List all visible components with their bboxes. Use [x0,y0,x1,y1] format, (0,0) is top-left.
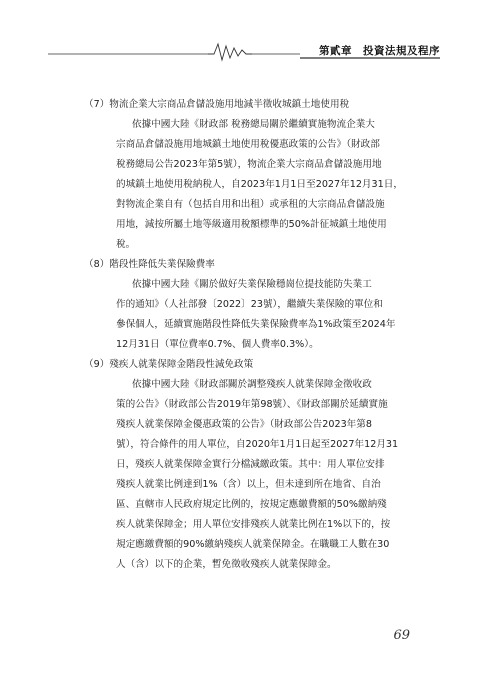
paragraph-line: 日，殘疾人就業保障金實行分檔減繳政策。其中：用人單位安排 [116,459,385,470]
chapter-header [48,40,440,62]
paragraph-line: 依據中國大陸《財政部 稅務總局關於繼續實施物流企業大 [132,119,375,130]
paragraph-line: 依據中國大陸《關於做好失業保險穩崗位提技能防失業工 [132,279,372,290]
document-body [84,95,434,575]
paragraph-line: 依據中國大陸《財政部關於調整殘疾人就業保障金徵收政 [132,379,372,390]
section-paragraph [116,375,434,575]
section-heading: （8）階段性降低失業保險費率 [84,259,215,270]
section-paragraph [116,275,434,355]
page-number: 69 [393,628,410,643]
paragraph-line: 號），符合條件的用人單位，自2020年1月1日起至2027年12月31 [116,439,399,450]
paragraph-line: 殘疾人就業比例達到1%（含）以上，但未達到所在地省、自治 [116,479,381,490]
paragraph-line: 用地，減按所屬土地等級適用稅額標準的50%計征城鎮土地使用 [116,219,387,230]
paragraph-line: 的城鎮土地使用稅納稅人，自2023年1月1日至2027年12月31日， [116,179,403,190]
paragraph-line: 12月31日（單位費率0.7%、個人費率0.3%）。 [116,339,319,350]
chapter-title: 第貳章 投資法規及程序 [319,45,440,57]
paragraph-line: 稅。 [116,239,136,250]
paragraph-line: 規定應繳費額的90%繳納殘疾人就業保障金。在職職工人數在30 [116,539,390,550]
paragraph-line: 人（含）以下的企業，暫免徵收殘疾人就業保障金。 [116,559,337,570]
paragraph-line: 區、直轄市人民政府規定比例的，按規定應繳費額的50%繳納殘 [116,499,387,510]
section-heading: （9）殘疾人就業保障金階段性減免政策 [84,359,254,370]
paragraph-line: 疾人就業保障金；用人單位安排殘疾人就業比例在1%以下的，按 [116,519,391,530]
paragraph-line: 殘疾人就業保障金優惠政策的公告》（財政部公告2023年第8 [116,419,372,430]
section-heading: （7）物流企業大宗商品倉儲設施用地減半徵收城鎮土地使用稅 [84,99,350,110]
section-8 [84,255,434,355]
paragraph-line: 稅務總局公告2023年第5號），物流企業大宗商品倉儲設施用地 [116,159,382,170]
paragraph-line: 宗商品倉儲設施用地城鎮土地使用稅優惠政策的公告》（財政部 [116,139,380,150]
paragraph-line: 對物流企業自有（包括自用和出租）或承租的大宗商品倉儲設施 [116,199,385,210]
section-paragraph [116,115,434,255]
paragraph-line: 策的公告》（財政部公告2019年第98號）、《財政部關於延續實施 [116,399,388,410]
section-9 [84,355,434,575]
paragraph-line: 作的通知》（人社部發〔2022〕23號），繼續失業保險的單位和 [116,299,383,310]
section-7 [84,95,434,255]
paragraph-line: 參保個人，延續實施階段性降低失業保險費率為1%政策至2024年 [116,319,396,330]
